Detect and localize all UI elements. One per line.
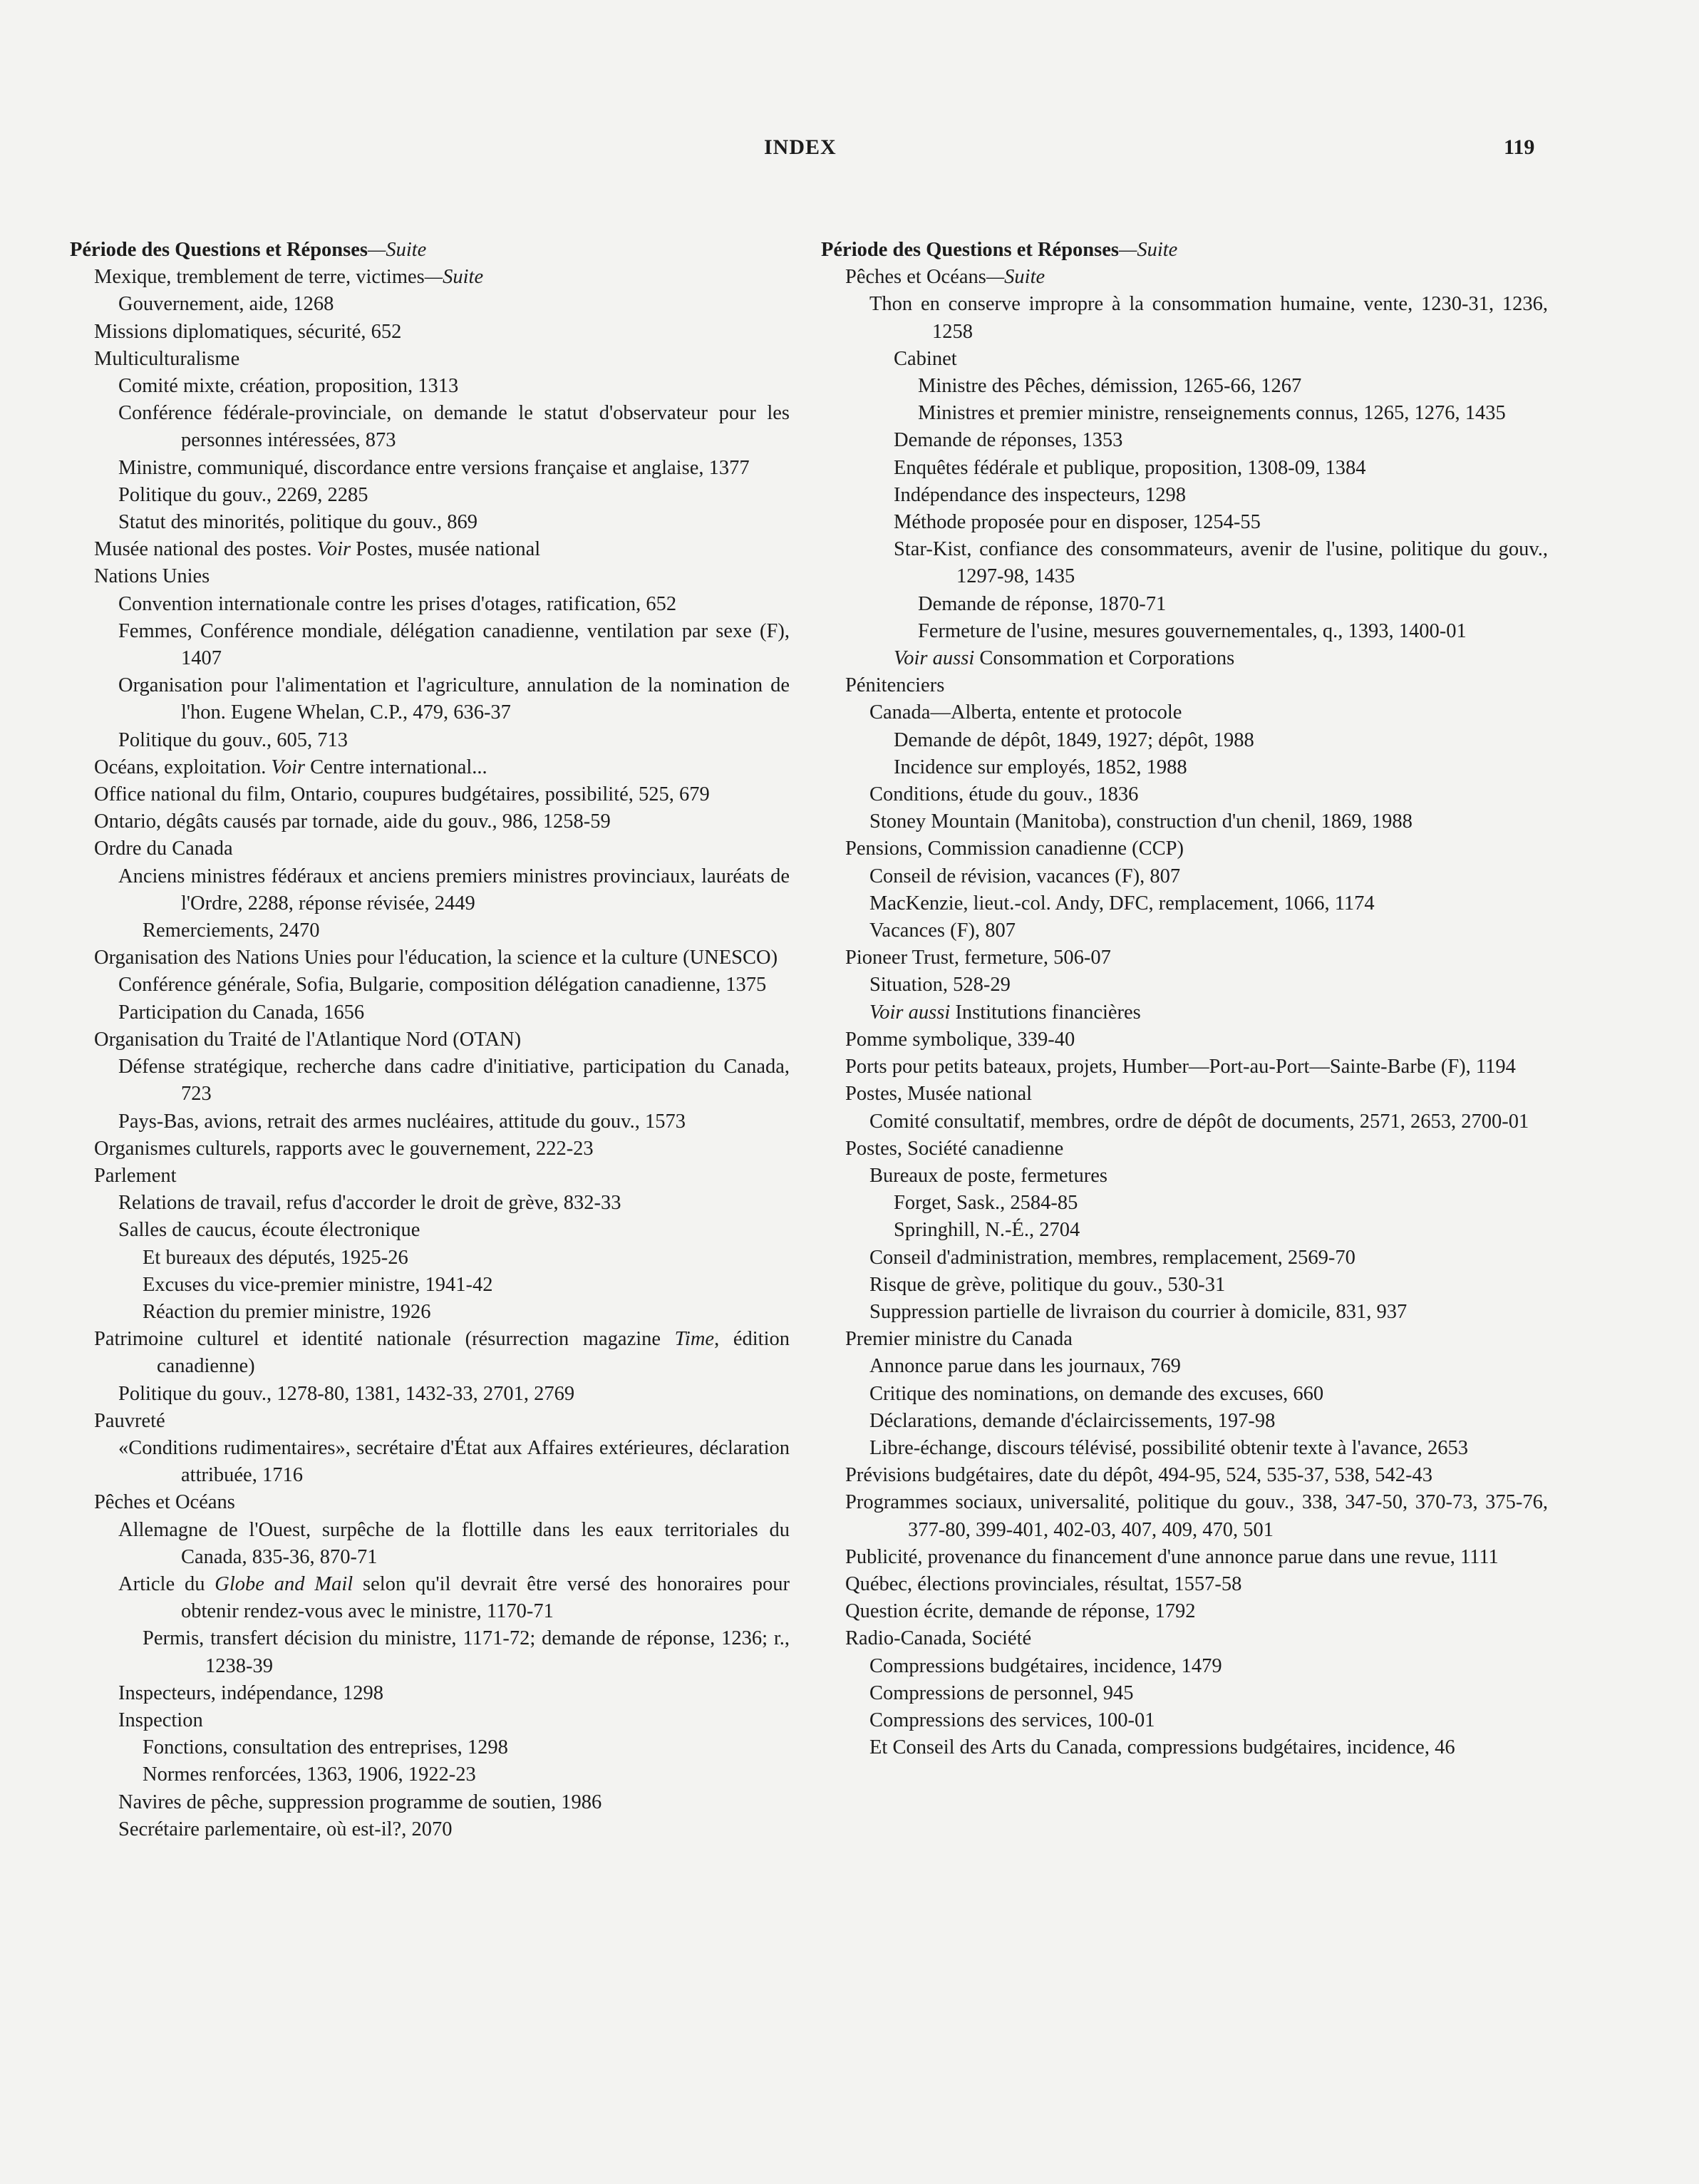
entry-text: Patrimoine culturel et identité nationale (résurrection magazine — [94, 1328, 675, 1351]
index-entry — [70, 319, 790, 346]
entry-text: Méthode proposée pour en disposer, 1254-55 — [894, 511, 1261, 534]
entry-text: Pauvreté — [94, 1409, 165, 1432]
index-entry — [70, 618, 790, 672]
cross-reference-keyword: Voir aussi — [869, 1001, 951, 1024]
entry-text: Radio-Canada, Société — [845, 1627, 1032, 1650]
entry-text: Conférence fédérale-provinciale, on demande le statut d'observateur pour les personnes intéressées, 873 — [118, 402, 790, 452]
index-entry — [821, 455, 1548, 482]
index-entry — [70, 509, 790, 536]
index-entry — [821, 1571, 1548, 1598]
index-entry — [70, 1707, 790, 1734]
entry-text: Parlement — [94, 1164, 177, 1187]
entry-text: «Conditions rudimentaires», secrétaire d'État aux Affaires extérieures, déclaration attribuée, 1716 — [118, 1436, 790, 1487]
index-entry — [821, 917, 1548, 944]
index-entry — [821, 1217, 1548, 1244]
entry-text: Conditions, étude du gouv., 1836 — [869, 783, 1139, 806]
entry-italic-title: Globe and Mail — [215, 1572, 353, 1595]
entry-text: Ministre des Pêches, démission, 1265-66, 1267 — [918, 375, 1302, 398]
suite-marker: —Suite — [424, 266, 484, 289]
index-entry — [70, 917, 790, 944]
index-entry — [70, 400, 790, 454]
entry-text: Québec, élections provinciales, résultat, 1557-58 — [845, 1572, 1242, 1595]
index-entry — [821, 1135, 1548, 1163]
index-entry — [821, 237, 1548, 264]
index-entry — [70, 1571, 790, 1625]
index-entry — [821, 808, 1548, 835]
index-entry — [821, 509, 1548, 536]
entry-text: Permis, transfert décision du ministre, 1171-72; demande de réponse, 1236; r., 1238-39 — [143, 1627, 790, 1677]
index-entry — [821, 699, 1548, 726]
entry-heading: Période des Questions et Réponses — [70, 239, 368, 261]
entry-text: Article du — [118, 1572, 215, 1595]
entry-text: Politique du gouv., 2269, 2285 — [118, 483, 368, 506]
index-entry — [70, 944, 790, 972]
index-entry — [70, 1190, 790, 1217]
index-entry — [821, 1163, 1548, 1190]
entry-text: Défense stratégique, recherche dans cadre d'initiative, participation du Canada, 723 — [118, 1056, 790, 1106]
index-entry — [70, 591, 790, 618]
index-entry — [70, 1435, 790, 1489]
entry-text: MacKenzie, lieut.-col. Andy, DFC, remplacement, 1066, 1174 — [869, 892, 1375, 915]
index-entry — [821, 591, 1548, 618]
entry-text: Allemagne de l'Ouest, surpêche de la flottille dans les eaux territoriales du Canada, 835-36, 870-71 — [118, 1518, 790, 1568]
index-entry — [821, 346, 1548, 373]
entry-text: Compressions de personnel, 945 — [869, 1681, 1134, 1704]
entry-text: Demande de réponse, 1870-71 — [918, 592, 1167, 615]
index-entry — [70, 482, 790, 509]
entry-text: Ontario, dégâts causés par tornade, aide du gouv., 986, 1258-59 — [94, 810, 611, 833]
page-number: 119 — [1504, 135, 1535, 159]
entry-text: Gouvernement, aide, 1268 — [118, 293, 334, 316]
entry-text-continued: , édition canadienne) — [157, 1328, 790, 1378]
entry-text: Excuses du vice-premier ministre, 1941-42 — [143, 1273, 493, 1296]
index-entry — [821, 1026, 1548, 1054]
entry-text: Pêches et Océans — [94, 1491, 235, 1514]
entry-text-continued: Consommation et Corporations — [974, 647, 1235, 670]
entry-text: Politique du gouv., 1278-80, 1381, 1432-33, 2701, 2769 — [118, 1382, 575, 1405]
index-entry — [70, 1272, 790, 1299]
index-entry — [821, 1190, 1548, 1217]
entry-text: Pays-Bas, avions, retrait des armes nucléaires, attitude du gouv., 1573 — [118, 1110, 686, 1133]
index-entry — [821, 1544, 1548, 1571]
entry-text: Ministres et premier ministre, renseignements connus, 1265, 1276, 1435 — [918, 402, 1506, 425]
index-entry — [821, 1381, 1548, 1408]
suite-marker: —Suite — [1118, 239, 1178, 261]
entry-text: Réaction du premier ministre, 1926 — [143, 1300, 431, 1323]
entry-text: Normes renforcées, 1363, 1906, 1922-23 — [143, 1763, 476, 1786]
entry-text: Organisation des Nations Unies pour l'éducation, la science et la culture (UNESCO) — [94, 947, 778, 969]
index-entry — [70, 346, 790, 373]
entry-text: Océans, exploitation. — [94, 756, 272, 778]
entry-text: Vacances (F), 807 — [869, 920, 1016, 942]
entry-text: Statut des minorités, politique du gouv., 869 — [118, 511, 477, 534]
index-entry — [821, 1625, 1548, 1652]
index-entry — [821, 863, 1548, 890]
entry-text: Cabinet — [894, 347, 957, 370]
index-entry — [821, 1734, 1548, 1761]
entry-text: Incidence sur employés, 1852, 1988 — [894, 756, 1187, 778]
entry-text-continued: selon qu'il devrait être versé des honoraires pour obtenir rendez-vous avec le ministre, 1170-71 — [181, 1572, 790, 1623]
entry-text: Convention internationale contre les prises d'otages, ratification, 652 — [118, 592, 677, 615]
index-entry — [821, 1653, 1548, 1680]
entry-text: Missions diplomatiques, sécurité, 652 — [94, 320, 402, 343]
index-entry — [821, 400, 1548, 427]
index-entry — [821, 1081, 1548, 1108]
entry-text: Premier ministre du Canada — [845, 1328, 1073, 1351]
entry-text: Pomme symbolique, 339-40 — [845, 1028, 1075, 1051]
index-entry — [821, 1598, 1548, 1625]
entry-text: Programmes sociaux, universalité, politique du gouv., 338, 347-50, 370-73, 375-76, 377-80, 399-401, 402-03, 407, 409, 470, 501 — [845, 1491, 1548, 1541]
entry-text: Demande de dépôt, 1849, 1927; dépôt, 1988 — [894, 728, 1254, 751]
entry-text: Mexique, tremblement de terre, victimes — [94, 266, 425, 289]
running-head — [0, 135, 1699, 171]
entry-text: Comité consultatif, membres, ordre de dépôt de documents, 2571, 2653, 2700-01 — [869, 1110, 1529, 1133]
index-entry — [821, 1108, 1548, 1135]
index-entry — [70, 1489, 790, 1516]
index-entry — [821, 618, 1548, 645]
entry-text-continued: Postes, musée national — [351, 538, 541, 561]
entry-text: Salles de caucus, écoute électronique — [118, 1219, 420, 1242]
entry-text: Compressions des services, 100-01 — [869, 1709, 1155, 1731]
index-entry — [70, 536, 790, 563]
index-entry — [821, 1054, 1548, 1081]
entry-text: Participation du Canada, 1656 — [118, 1001, 365, 1024]
index-entry — [70, 863, 790, 917]
index-entry — [821, 373, 1548, 400]
index-entry — [70, 1135, 790, 1163]
entry-text: Organisation pour l'alimentation et l'agriculture, annulation de la nomination de l'hon. Eugene Whelan, C.P., 479, 636-37 — [118, 674, 790, 724]
index-entry — [821, 291, 1548, 345]
index-entry — [821, 1680, 1548, 1707]
entry-text: Et bureaux des députés, 1925-26 — [143, 1246, 408, 1269]
index-entry — [70, 727, 790, 754]
index-entry — [70, 835, 790, 862]
index-entry — [70, 1217, 790, 1244]
index-entry — [821, 972, 1548, 999]
index-entry — [821, 645, 1548, 672]
entry-text: Pêches et Océans — [845, 266, 986, 289]
entry-text: Anciens ministres fédéraux et anciens premiers ministres provinciaux, lauréats de l'Ordre, 2288, réponse révisée, 2449 — [118, 865, 790, 915]
index-entry — [821, 727, 1548, 754]
index-entry — [70, 1816, 790, 1843]
index-entry — [70, 1381, 790, 1408]
index-entry — [821, 1707, 1548, 1734]
entry-text: Demande de réponses, 1353 — [894, 429, 1123, 452]
index-column-left — [70, 237, 790, 1843]
entry-text: Forget, Sask., 2584-85 — [894, 1192, 1078, 1215]
entry-text: Femmes, Conférence mondiale, délégation canadienne, ventilation par sexe (F), 1407 — [118, 619, 790, 670]
index-entry — [70, 291, 790, 318]
entry-text: Stoney Mountain (Manitoba), construction d'un chenil, 1869, 1988 — [869, 810, 1413, 833]
index-entry — [70, 1517, 790, 1571]
entry-text: Libre-échange, discours télévisé, possibilité obtenir texte à l'avance, 2653 — [869, 1436, 1469, 1459]
entry-text: Postes, Musée national — [845, 1083, 1033, 1106]
entry-text: Critique des nominations, on demande des excuses, 660 — [869, 1382, 1324, 1405]
entry-text: Springhill, N.-É., 2704 — [894, 1219, 1080, 1242]
index-entry — [821, 1272, 1548, 1299]
entry-text: Organisation du Traité de l'Atlantique Nord (OTAN) — [94, 1028, 522, 1051]
entry-text: Pioneer Trust, fermeture, 506-07 — [845, 947, 1111, 969]
entry-text: Question écrite, demande de réponse, 1792 — [845, 1600, 1196, 1623]
index-entry — [70, 1761, 790, 1788]
index-entry — [821, 999, 1548, 1026]
index-entry — [70, 1163, 790, 1190]
entry-text-continued: Centre international... — [305, 756, 487, 778]
entry-text-continued: Institutions financières — [950, 1001, 1141, 1024]
entry-text: Musée national des postes. — [94, 538, 317, 561]
index-entry — [70, 999, 790, 1026]
cross-reference-keyword: Voir aussi — [894, 647, 975, 670]
index-entry — [821, 264, 1548, 291]
entry-text: Conseil d'administration, membres, remplacement, 2569-70 — [869, 1246, 1355, 1269]
index-entry — [821, 1462, 1548, 1489]
index-entry — [821, 1245, 1548, 1272]
entry-text: Fonctions, consultation des entreprises, 1298 — [143, 1736, 508, 1759]
index-entry — [821, 1353, 1548, 1380]
index-entry — [821, 672, 1548, 699]
entry-text: Remerciements, 2470 — [143, 920, 320, 942]
entry-heading: Période des Questions et Réponses — [821, 239, 1119, 261]
index-entry — [821, 1299, 1548, 1326]
index-column-right — [821, 237, 1548, 1761]
entry-text: Ports pour petits bateaux, projets, Humber—Port-au-Port—Sainte-Barbe (F), 1194 — [845, 1056, 1516, 1078]
index-entry — [70, 808, 790, 835]
index-entry — [70, 672, 790, 726]
cross-reference-keyword: Voir — [316, 538, 351, 561]
entry-text: Prévisions budgétaires, date du dépôt, 494-95, 524, 535-37, 538, 542-43 — [845, 1464, 1433, 1487]
index-entry — [821, 536, 1548, 590]
entry-text: Déclarations, demande d'éclaircissements, 197-98 — [869, 1409, 1276, 1432]
suite-marker: —Suite — [367, 239, 427, 261]
entry-text: Office national du film, Ontario, coupures budgétaires, possibilité, 525, 679 — [94, 783, 710, 806]
entry-text: Pénitenciers — [845, 674, 945, 697]
entry-text: Conseil de révision, vacances (F), 807 — [869, 865, 1181, 887]
index-entry — [70, 1245, 790, 1272]
cross-reference-keyword: Voir — [271, 756, 306, 778]
index-entry — [70, 1625, 790, 1679]
index-entry — [821, 1408, 1548, 1435]
entry-text: Publicité, provenance du financement d'une annonce parue dans une revue, 1111 — [845, 1545, 1499, 1568]
index-entry — [70, 1326, 790, 1380]
index-entry — [70, 455, 790, 482]
entry-text: Politique du gouv., 605, 713 — [118, 728, 348, 751]
index-entry — [70, 563, 790, 590]
entry-text: Annonce parue dans les journaux, 769 — [869, 1355, 1181, 1378]
entry-text: Nations Unies — [94, 565, 210, 588]
entry-text: Navires de pêche, suppression programme de soutien, 1986 — [118, 1791, 602, 1813]
entry-text: Comité mixte, création, proposition, 1313 — [118, 375, 459, 398]
index-entry — [821, 427, 1548, 454]
entry-text: Compressions budgétaires, incidence, 1479 — [869, 1654, 1222, 1677]
entry-text: Suppression partielle de livraison du courrier à domicile, 831, 937 — [869, 1300, 1408, 1323]
entry-italic-title: Time — [674, 1328, 715, 1351]
entry-text: Secrétaire parlementaire, où est-il?, 2070 — [118, 1818, 453, 1840]
entry-text: Organismes culturels, rapports avec le gouvernement, 222-23 — [94, 1137, 594, 1160]
entry-text: Postes, Société canadienne — [845, 1137, 1064, 1160]
entry-text: Inspecteurs, indépendance, 1298 — [118, 1681, 383, 1704]
index-entry — [70, 1026, 790, 1054]
entry-text: Star-Kist, confiance des consommateurs, avenir de l'usine, politique du gouv., 1297-98, 1435 — [894, 538, 1548, 588]
entry-text: Et Conseil des Arts du Canada, compressions budgétaires, incidence, 46 — [869, 1736, 1455, 1759]
entry-text: Pensions, Commission canadienne (CCP) — [845, 838, 1184, 860]
index-entry — [70, 264, 790, 291]
entry-text: Risque de grève, politique du gouv., 530-31 — [869, 1273, 1226, 1296]
entry-text: Thon en conserve impropre à la consommation humaine, vente, 1230-31, 1236, 1258 — [869, 293, 1548, 343]
entry-text: Conférence générale, Sofia, Bulgarie, composition délégation canadienne, 1375 — [118, 974, 767, 996]
index-entry — [70, 237, 790, 264]
index-entry — [821, 781, 1548, 808]
index-entry — [70, 1299, 790, 1326]
index-entry — [70, 754, 790, 781]
entry-text: Ordre du Canada — [94, 838, 233, 860]
index-entry — [70, 1734, 790, 1761]
running-title: INDEX — [764, 135, 837, 159]
entry-text: Situation, 528-29 — [869, 974, 1011, 996]
entry-text: Inspection — [118, 1709, 203, 1731]
index-entry — [821, 754, 1548, 781]
index-entry — [70, 1408, 790, 1435]
index-entry — [821, 482, 1548, 509]
index-entry — [70, 1680, 790, 1707]
entry-text: Bureaux de poste, fermetures — [869, 1164, 1107, 1187]
index-entry — [821, 890, 1548, 917]
index-entry — [821, 1489, 1548, 1543]
suite-marker: —Suite — [986, 266, 1045, 289]
index-entry — [821, 835, 1548, 862]
index-entry — [821, 1435, 1548, 1462]
index-entry — [70, 373, 790, 400]
entry-text: Relations de travail, refus d'accorder le droit de grève, 832-33 — [118, 1192, 621, 1215]
index-entry — [70, 1108, 790, 1135]
entry-text: Indépendance des inspecteurs, 1298 — [894, 483, 1186, 506]
entry-text: Fermeture de l'usine, mesures gouvernementales, q., 1393, 1400-01 — [918, 619, 1467, 642]
entry-text: Canada—Alberta, entente et protocole — [869, 701, 1182, 724]
index-entry — [70, 1789, 790, 1816]
entry-text: Enquêtes fédérale et publique, proposition, 1308-09, 1384 — [894, 456, 1366, 479]
index-entry — [70, 1054, 790, 1108]
entry-text: Ministre, communiqué, discordance entre versions française et anglaise, 1377 — [118, 456, 750, 479]
entry-text: Multiculturalisme — [94, 347, 240, 370]
index-entry — [821, 1326, 1548, 1353]
index-entry — [70, 781, 790, 808]
index-entry — [70, 972, 790, 999]
index-entry — [821, 944, 1548, 972]
